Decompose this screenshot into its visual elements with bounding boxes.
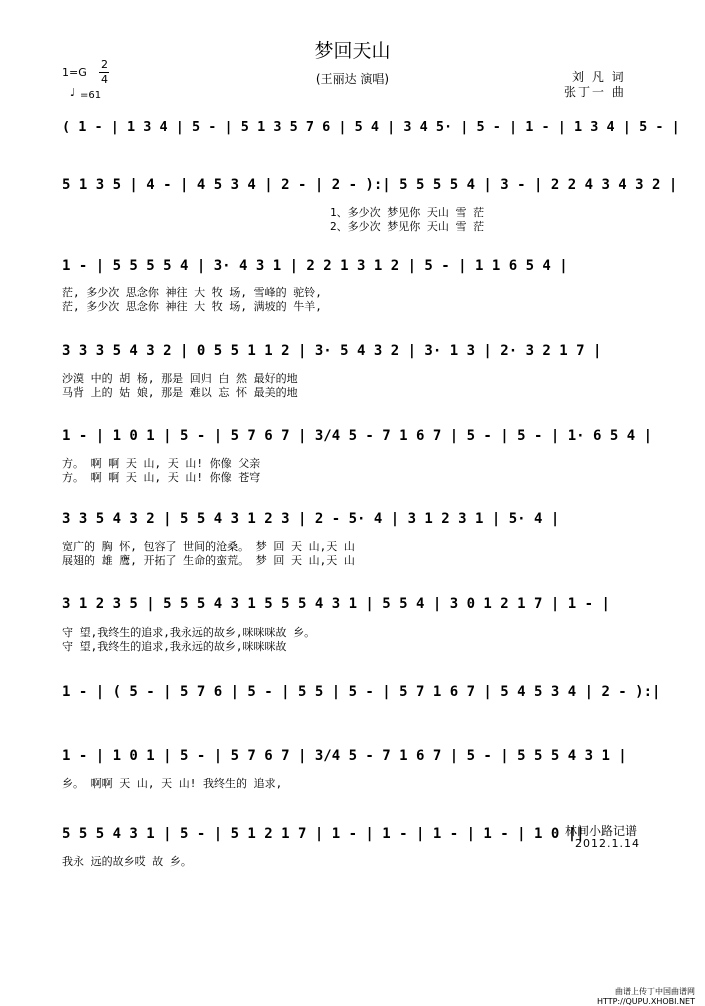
lyric-row-7-verse-2: 守 望,我终生的追求,我永远的故乡,咪咪咪故 (62, 640, 287, 653)
footer-url: HTTP://QUPU.XHOBI.NET (596, 997, 695, 1006)
lyric-row-7-verse-1: 守 望,我终生的追求,我永远的故乡,咪咪咪故 乡。 (62, 626, 316, 639)
lyric-row-3-verse-1: 茫, 多少次 思念你 神往 大 牧 场, 雪峰的 驼铃, (62, 286, 322, 299)
lyric-row-5-verse-1: 方。 啊 啊 天 山, 天 山! 你像 父亲 (62, 457, 261, 470)
notation-row-10: 5 5 5 4 3 1 | 5 - | 5 1 2 1 7 | 1 - | 1 - | 1 - | 1 - | 1 0 || (62, 826, 585, 842)
notation-row-2: 5 1 3 5 | 4 - | 4 5 3 4 | 2 - | 2 - ):| 5 5 5 5 4 | 3 - | 2 2 4 3 4 3 2 | (62, 177, 678, 193)
lyric-row-2-verse-2: 2、多少次 梦见你 天山 雪 茫 (330, 220, 485, 233)
key-signature: 1=G (62, 66, 87, 79)
performer-subtitle: (王丽达 演唱) (315, 72, 390, 86)
composer-credit: 张丁一 曲 (564, 85, 626, 99)
notation-row-1: ( 1 - | 1 3 4 | 5 - | 5 1 3 5 7 6 | 5 4 | 3 4 5· | 5 - | 1 - | 1 3 4 | 5 - | (62, 119, 680, 135)
lyric-row-4-verse-2: 马背 上的 姑 娘, 那是 难以 忘 怀 最美的地 (62, 386, 298, 399)
notation-row-8: 1 - | ( 5 - | 5 7 6 | 5 - | 5 5 | 5 - | 5 7 1 6 7 | 5 4 5 3 4 | 2 - ):| (62, 684, 661, 700)
notation-row-6: 3 3 5 4 3 2 | 5 5 4 3 1 2 3 | 2 - 5· 4 | 3 1 2 3 1 | 5· 4 | (62, 511, 560, 527)
notation-row-5: 1 - | 1 0 1 | 5 - | 5 7 6 7 | 3/4 5 - 7 1 6 7 | 5 - | 5 - | 1· 6 5 4 | (62, 428, 653, 444)
time-signature-numerator: 2 (101, 58, 108, 71)
transcription-date: 2012.1.14 (575, 837, 640, 850)
notation-row-3: 1 - | 5 5 5 5 4 | 3· 4 3 1 | 2 2 1 3 1 2 | 5 - | 1 1 6 5 4 | (62, 258, 568, 274)
lyric-row-9: 乡。 啊啊 天 山, 天 山! 我终生的 追求, (62, 777, 283, 790)
song-title: 梦回天山 (314, 40, 391, 62)
time-signature-denominator: 4 (101, 73, 108, 86)
tempo-marking: =61 (80, 90, 102, 101)
notation-row-7: 3 1 2 3 5 | 5 5 5 4 3 1 5 5 5 4 3 1 | 5 5 4 | 3 0 1 2 1 7 | 1 - | (62, 596, 610, 612)
notation-row-9: 1 - | 1 0 1 | 5 - | 5 7 6 7 | 3/4 5 - 7 1 6 7 | 5 - | 5 5 5 4 3 1 | (62, 748, 627, 764)
footer-site-name: 曲谱上传丁中国曲谱网 (615, 987, 695, 996)
quarter-note-icon: ♩ (70, 86, 76, 99)
footer-watermark (597, 986, 695, 1006)
lyric-row-6-verse-1: 宽广的 胸 怀, 包容了 世间的沧桑。 梦 回 天 山,天 山 (62, 540, 355, 553)
lyric-row-6-verse-2: 展翅的 雄 鹰, 开拓了 生命的蛮荒。 梦 回 天 山,天 山 (62, 554, 355, 567)
transcriber-signature: 林间小路记谱 (565, 824, 638, 838)
notation-row-4: 3 3 3 5 4 3 2 | 0 5 5 1 1 2 | 3· 5 4 3 2 | 3· 1 3 | 2· 3 2 1 7 | (62, 343, 602, 359)
lyricist-credit: 刘 凡 词 (572, 70, 626, 84)
lyric-row-3-verse-2: 茫, 多少次 思念你 神往 大 牧 场, 满坡的 牛羊, (62, 300, 322, 313)
lyric-row-2-verse-1: 1、多少次 梦见你 天山 雪 茫 (330, 206, 485, 219)
lyric-row-10: 我永 远的故乡哎 故 乡。 (62, 855, 192, 868)
lyric-row-4-verse-1: 沙漠 中的 胡 杨, 那是 回归 白 然 最好的地 (62, 372, 298, 385)
lyric-row-5-verse-2: 方。 啊 啊 天 山, 天 山! 你像 苍穹 (62, 471, 261, 484)
